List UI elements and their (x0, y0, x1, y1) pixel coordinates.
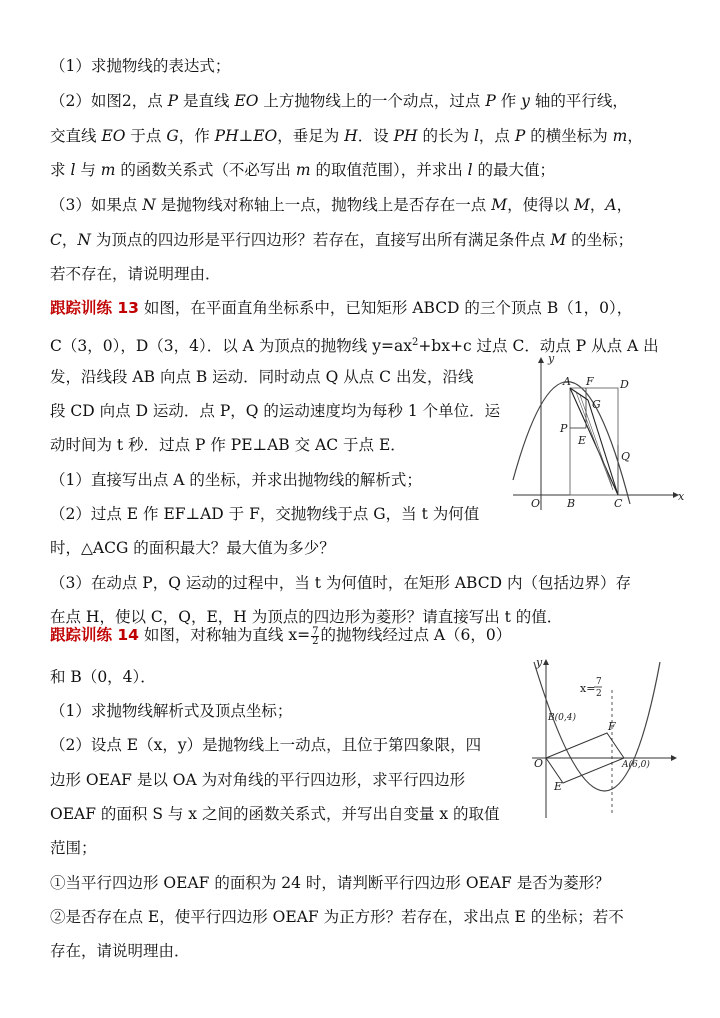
q13-part3-line2: 在点 H，使以 C，Q，E，H 为顶点的四边形为菱形？请直接写出 t 的值． (50, 608, 563, 626)
label-E: E (578, 434, 587, 447)
label-F: F (586, 375, 594, 388)
q14-sub2-line2: 存在，请说明理由． (50, 942, 190, 960)
q12-part2-line3: 求 l 与 m 的函数关系式（不必写出 m 的取值范围），并求出 l 的最大值； (50, 161, 556, 179)
label-x: x (678, 490, 685, 503)
label-P: P (560, 422, 568, 435)
q14-part1: （1）求抛物线解析式及顶点坐标； (50, 702, 293, 720)
q13-line1: 跟踪训练 13 如图，在平面直角坐标系中，已知矩形 ABCD 的三个顶点 B（1，0）， (50, 299, 633, 317)
label-E: E (554, 780, 563, 793)
q14-sub1: ①当平行四边形 OEAF 的面积为 24 时，请判断平行四边形 OEAF 是否为菱形？ (50, 874, 610, 892)
label-axis-num: 7 (596, 677, 602, 687)
q13-tag: 跟踪训练 13 (50, 299, 139, 317)
label-A: A(6,0) (622, 760, 650, 770)
q13-line5: 动时间为 t 秒．过点 P 作 PE⊥AB 交 AC 于点 E． (50, 436, 406, 454)
q13-figure (508, 350, 688, 515)
q13-part2-line2: 时，△ACG 的面积最大？最大值为多少？ (50, 539, 335, 557)
q12-part3-line2: C，N 为顶点的四边形是平行四边形？若存在，直接写出所有满足条件点 M 的坐标； (50, 231, 634, 249)
label-Q: Q (621, 450, 631, 463)
q14-part2-line4: 范围； (50, 839, 97, 857)
q14-part2-line2: 边形 OEAF 是以 OA 为对角线的平行四边形，求平行四边形 (50, 771, 466, 789)
q14-line1: 跟踪训练 14 如图，对称轴为直线 x= $\frac{7}{2}$ 的抛物线经过点 A（6，0） (50, 625, 512, 647)
label-F: F (608, 720, 616, 733)
q12-part1: （1）求抛物线的表达式； (50, 57, 231, 75)
label-y: y (536, 656, 543, 669)
q14-part2-line1: （2）设点 E（x，y）是抛物线上一动点，且位于第四象限，四 (50, 736, 482, 754)
label-axis-den: 2 (596, 689, 602, 699)
q12-part3-line1: （3）如果点 N 是抛物线对称轴上一点，抛物线上是否存在一点 M，使得以 M，A， (50, 196, 633, 214)
label-G: G (592, 398, 601, 411)
label-D: D (620, 378, 629, 391)
label-C: C (614, 497, 623, 510)
q13-part2-line1: （2）过点 E 作 EF⊥AD 于 F，交抛物线于点 G，当 t 为何值 (50, 505, 480, 523)
q14-sub2-line1: ②是否存在点 E，使平行四边形 OEAF 为正方形？若存在，求出点 E 的坐标；若不 (50, 908, 624, 926)
label-B: B(0,4) (548, 713, 576, 723)
q13-line2: C（3，0），D（3，4）．以 A 为顶点的抛物线 $y=ax^2+bx+c$ 过点 C．动点 P 从点 A 出 (50, 337, 659, 356)
label-symmetry-axis: x= (580, 682, 596, 695)
label-O: O (534, 757, 544, 770)
q14-tag: 跟踪训练 14 (50, 626, 139, 644)
q12-part3-line3: 若不存在，请说明理由． (50, 265, 221, 283)
parabola-curve (513, 382, 630, 504)
label-B: B (567, 497, 576, 510)
label-O: O (531, 497, 541, 510)
q13-line3: 发，沿线段 AB 向点 B 运动．同时动点 Q 从点 C 出发，沿线 (50, 368, 474, 386)
q12-part2-line2: 交直线 EO 于点 G，作 PH⊥EO，垂足为 H．设 PH 的长为 l，点 P 的横坐标为 m， (50, 127, 643, 145)
q14-part2-line3: OEAF 的面积 S 与 x 之间的函数关系式，并写出自变量 x 的取值 (50, 805, 500, 823)
label-y: y (548, 352, 555, 365)
q12-part2-line1: （2）如图2，点 P 是直线 EO 上方抛物线上的一个动点，过点 P 作 y 轴的平行线， (50, 92, 628, 110)
fraction-seven-halves: $\frac{7}{2}$ (312, 625, 319, 647)
q13-line4: 段 CD 向点 D 运动．点 P，Q 的运动速度均为每秒 1 个单位．运 (50, 402, 501, 420)
q13-part1: （1）直接写出点 A 的坐标，并求出抛物线的解析式； (50, 471, 422, 489)
q14-line2: 和 B（0，4）． (50, 668, 156, 686)
q14-figure (530, 650, 680, 820)
label-A: A (563, 375, 571, 388)
q13-part3-line1: （3）在动点 P，Q 运动的过程中，当 t 为何值时，在矩形 ABCD 内（包括边界）存 (50, 574, 631, 592)
